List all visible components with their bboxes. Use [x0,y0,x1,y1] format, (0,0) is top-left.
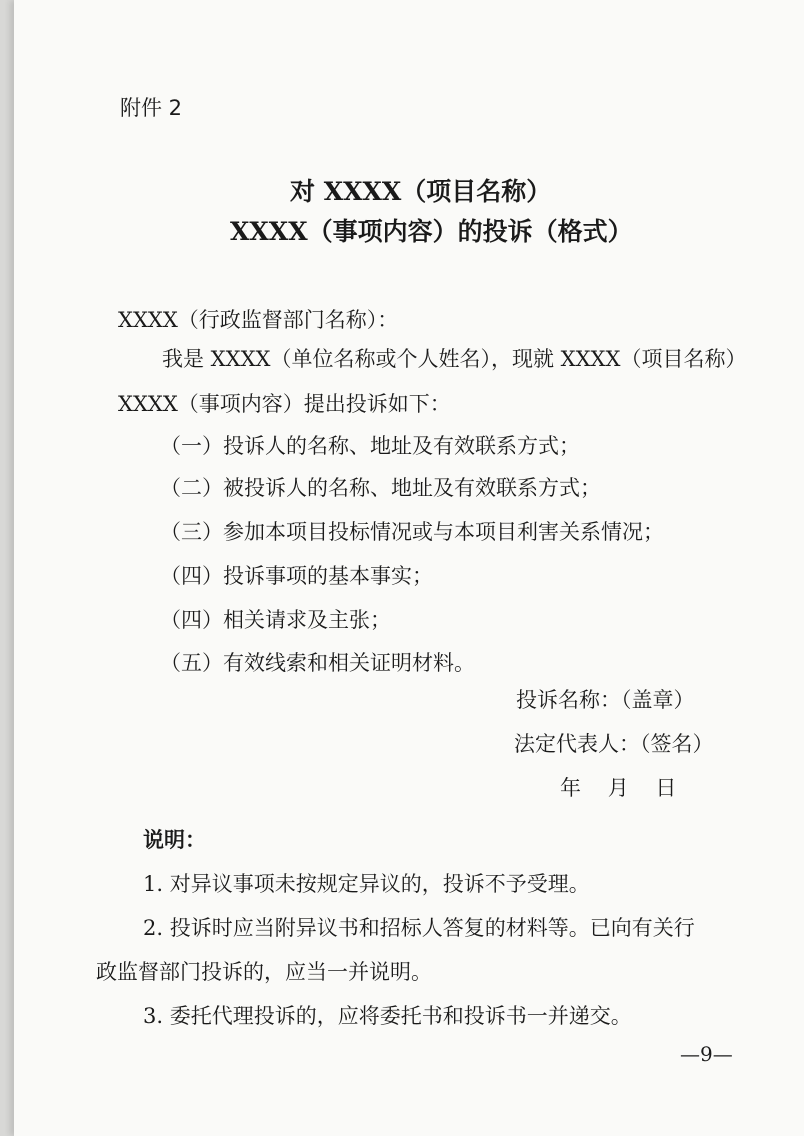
list-item: （一）投诉人的名称、地址及有效联系方式； [160,434,580,458]
note-2-line-1: 2. 投诉时应当附异议书和招标人答复的材料等。已向有关行 [143,916,695,940]
intro-line-1: 我是 XXXX（单位名称或个人姓名），现就 XXXX（项目名称） [162,347,747,371]
note-2-line-2: 政监督部门投诉的，应当一并说明。 [96,960,432,984]
title-line-2: XXXX（事项内容）的投诉（格式） [230,217,633,246]
title-line-1: 对 XXXX（项目名称） [290,177,552,206]
list-item: （五）有效线索和相关证明材料。 [160,651,475,675]
page-number: —9— [680,1042,733,1066]
note-3: 3. 委托代理投诉的，应将委托书和投诉书一并递交。 [143,1004,632,1028]
list-item: （四）投诉事项的基本事实； [160,564,433,588]
attachment-label: 附件 2 [120,96,183,120]
notes-heading: 说明： [143,827,206,852]
legal-representative-line: 法定代表人：（签名） [514,732,714,756]
list-item: （三）参加本项目投标情况或与本项目利害关系情况； [160,520,664,544]
salutation: XXXX（行政监督部门名称）： [118,308,399,332]
list-item: （二）被投诉人的名称、地址及有效联系方式； [160,476,601,500]
date-line: 年 月 日 [560,776,677,800]
page-edge [0,0,14,1136]
note-1: 1. 对异议事项未按规定异议的，投诉不予受理。 [143,872,590,896]
complainant-signature-line: 投诉名称：（盖章） [516,688,695,712]
list-item: （四）相关请求及主张； [160,608,391,632]
intro-line-2: XXXX（事项内容）提出投诉如下： [118,392,451,416]
